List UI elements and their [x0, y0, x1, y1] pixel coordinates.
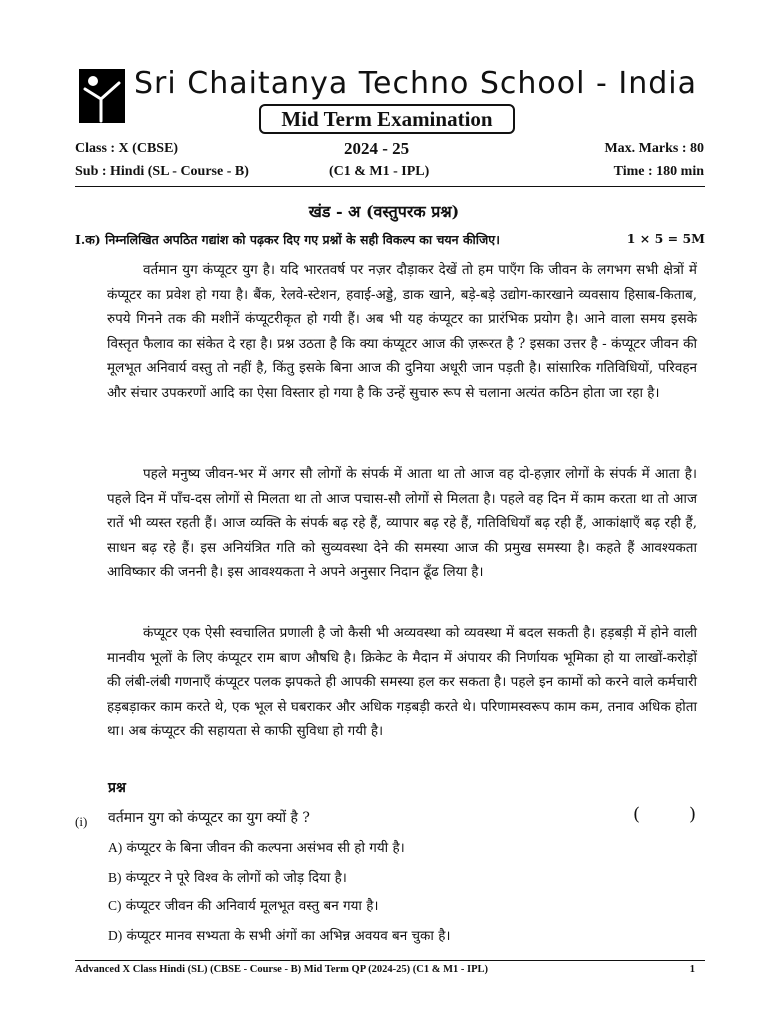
question-marks: 1 × 5 = 5M: [626, 231, 705, 246]
page-number: 1: [689, 964, 695, 975]
option-b: B) कंप्यूटर ने पूरे विश्व के लोगों को जोड़ दिया है।: [108, 870, 347, 886]
max-marks: Max. Marks : 80: [604, 141, 704, 156]
time-label: Time : 180 min: [613, 164, 704, 179]
school-name: Sri Chaitanya Techno School - India: [134, 66, 697, 101]
academic-year: 2024 - 25: [344, 139, 410, 158]
passage-paragraph-3: कंप्यूटर एक ऐसी स्वचालित प्रणाली है जो कैसी भी अव्यवस्था को व्यवस्था में बदल सकती है। हड़बड़ी में होने वाली मानवीय भूलों के लिए कंप्यूटर राम बाण औषधि है। क्रिकेट के मैदान में अंपायर की निर्णायक भूमिका हो या लाखों-करोड़ों की लंबी-लंबी गणनाएँ कंप्यूटर पलक झपकते ही आपकी समस्या हल कर सकता है। पहले इन कामों को करने वाले कर्मचारी हड़बड़ाकर काम करते थे, एक भूल से घबराकर और अधिक गड़बड़ी करते थे। परिणामस्वरूप काम कम, तनाव अधिक होता था। अब कंप्यूटर की सहायता से काफी सुविधा हो गयी है।: [107, 625, 697, 740]
header-divider: [75, 186, 705, 187]
questions-label: प्रश्न: [108, 780, 126, 796]
answer-bracket-close: ): [689, 804, 697, 825]
question-heading: [75, 231, 705, 248]
exam-title: Mid Term Examination: [259, 104, 515, 134]
question-instruction: निम्नलिखित अपठित गद्यांश को पढ़कर दिए गए प्रश्नों के सही विकल्प का चयन कीजिए।: [105, 232, 500, 247]
option-c: C) कंप्यूटर जीवन की अनिवार्य मूलभूत वस्तु बन गया है।: [108, 898, 379, 914]
subject-label: Sub : Hindi (SL - Course - B): [75, 164, 249, 179]
school-logo-icon: [79, 69, 125, 123]
section-title: खंड - अ (वस्तुपरक प्रश्न): [308, 202, 460, 221]
question-number: I.क): [75, 232, 101, 247]
option-d: D) कंप्यूटर मानव सभ्यता के सभी अंगों का अभिन्न अवयव बन चुका है।: [108, 928, 451, 944]
question-1-number: (i): [75, 814, 88, 829]
passage-paragraph-1: वर्तमान युग कंप्यूटर युग है। यदि भारतवर्ष पर नज़र दौड़ाकर देखें तो हम पाएँग कि जीवन के लगभग सभी क्षेत्रों में कंप्यूटर का प्रवेश हो गया है। बैंक, रेलवे-स्टेशन, हवाई-अड्डे, डाक खाने, बड़े-बड़े उद्योग-कारखाने व्यवसाय हिसाब-किताब, रुपये गिनने तक की मशीनें कंप्यूटरीकृत हो गयी हैं। अब भी यह कंप्यूटर का प्रारंभिक प्रयोग है। आने वाला समय इसके विस्तृत फैलाव का संकेत दे रहा है। प्रश्न उठता है कि क्या कंप्यूटर आज की ज़रूरत है ? इसका उत्तर है - कंप्यूटर जीवन की मूलभूत अनिवार्य वस्तु तो नहीं है, किंतु इसके बिना आज की दुनिया अधूरी जान पड़ती है। सांसारिक गतिविधियों, परिवहन और संचार उपकरणों आदि का ऐसा विस्तार हो गया है कि उन्हें सुचारु रूप से चलाना अत्यंत कठिन होता जा रहा है।: [107, 262, 697, 401]
option-a: A) कंप्यूटर के बिना जीवन की कल्पना असंभव सी हो गयी है।: [108, 840, 405, 856]
passage-paragraph-2: पहले मनुष्य जीवन-भर में अगर सौ लोगों के संपर्क में आता था तो आज वह दो-हज़ार लोगों के संपर्क में आता है। पहले दिन में पाँच-दस लोगों से मिलता था तो आज पचास-सौ लोगों से मिलता है। पहले वह दिन में काम करता था तो आज रातें भी व्यस्त रहती हैं। आज व्यक्ति के संपर्क बढ़ रहे हैं, व्यापार बढ़ रहे हैं, गतिविधियाँ बढ़ रही हैं, आकांक्षाएँ बढ़ रही हैं, साधन बढ़ रहे हैं। इस अनियंत्रित गति को सुव्यवस्था देने की समस्या आज की प्रमुख समस्या है। कहते हैं आवश्यकता आविष्कार की जननी है। इस आवश्यकता ने अपने अनुसार निदान ढूँढ लिया है।: [107, 466, 697, 581]
question-1-text: वर्तमान युग को कंप्यूटर का युग क्यों है ?: [108, 810, 310, 826]
program-label: (C1 & M1 - IPL): [329, 164, 430, 179]
footer-text: Advanced X Class Hindi (SL) (CBSE - Course - B) Mid Term QP (2024-25) (C1 & M1 - IPL): [75, 964, 489, 975]
footer-divider: [75, 960, 705, 961]
class-label: Class : X (CBSE): [75, 141, 179, 156]
answer-bracket-open: (: [633, 804, 641, 825]
